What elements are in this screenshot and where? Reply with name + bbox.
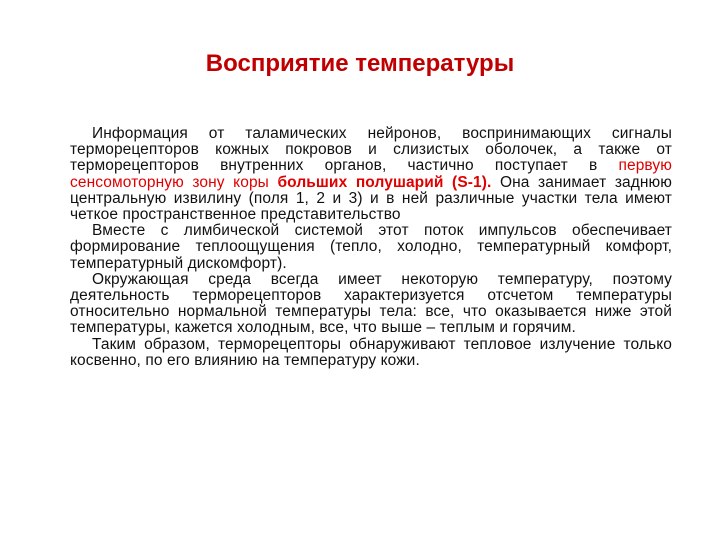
highlight-hemispheres: больших полушарий (S-1). xyxy=(277,173,492,191)
paragraph-1-text-a: Информация от таламических нейронов, воспринимающих сигналы терморецепторов кожных покровов и слизистых оболочек, а также от терморецепторов внутренних органов, частично поступает в xyxy=(70,125,672,175)
slide-title: Восприятие температуры xyxy=(205,50,515,77)
slide-body xyxy=(70,126,672,369)
paragraph-3: Окружающая среда всегда имеет некоторую температуру, поэтому деятельность терморецепторов характеризуется отсчетом температуры относительно нормальной температуры тела: все, что оказывается ниже этой температуры, кажется холодным, все, что выше – теплым и горячим. xyxy=(70,270,672,337)
paragraph-1 xyxy=(70,126,672,223)
highlight-sensorimotor-zone: первую сенсомоторную зону коры xyxy=(70,157,672,191)
paragraph-4: Таким образом, терморецепторы обнаруживают тепловое излучение только косвенно, по его влиянию на температуру кожи. xyxy=(70,335,672,369)
paragraph-1-text-c: Она занимает заднюю центральную извилину (поля 1, 2 и 3) и в ней различные участки тела имеют четкое пространственное представительство xyxy=(70,173,672,224)
paragraph-2: Вместе с лимбической системой этот поток импульсов обеспечивает формирование теплоощущения (тепло, холодно, температурный комфорт, температурный дискомфорт). xyxy=(70,222,672,272)
